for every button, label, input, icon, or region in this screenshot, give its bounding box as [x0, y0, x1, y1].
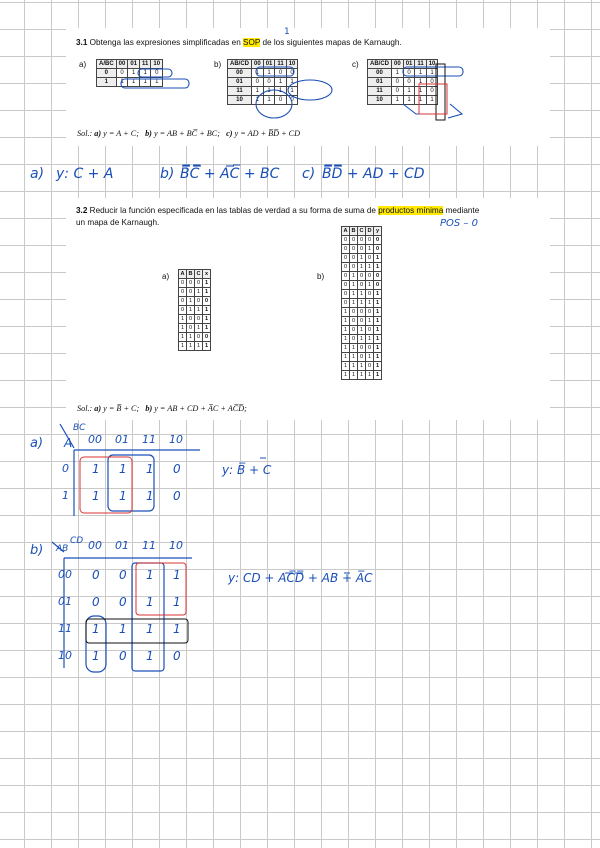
exercise-3-2-title-line2: un mapa de Karnaugh.	[76, 218, 160, 227]
truth-table-cell: 1	[374, 317, 382, 326]
truth-table-cell: 1	[366, 245, 374, 254]
kmap-row-head: 10	[368, 96, 392, 105]
kmap-cell: 1	[275, 87, 286, 96]
hw-kmap-cell: 1	[92, 649, 100, 663]
hw-kmap-cell: 0	[92, 568, 100, 582]
truth-table-cell: 0	[350, 245, 358, 254]
truth-table-cell: 1	[374, 353, 382, 362]
hw-kmap-cell: 0	[119, 649, 127, 663]
kmap-row-head: 0	[97, 69, 117, 78]
loop-3-1-c-bot	[403, 104, 432, 114]
annotation-one: 1	[284, 27, 290, 37]
hw-3-2-a-label: a)	[30, 436, 44, 451]
kmap-cell: 0	[286, 96, 298, 105]
hw-3-2-a-colvar: BC	[73, 423, 86, 433]
truth-table-cell: 1	[350, 344, 358, 353]
table-b-label: b)	[317, 272, 325, 281]
truth-table-cell: 1	[203, 288, 211, 297]
truth-table-cell: 1	[342, 371, 350, 380]
kmap-cell: 1	[286, 87, 298, 96]
hw-kmap-cell: 0	[92, 595, 100, 609]
truth-table-cell: 0	[366, 272, 374, 281]
truth-table-cell: 1	[187, 297, 195, 306]
kmap-header-cell: 01	[263, 60, 275, 69]
kmap-cell: 1	[252, 96, 264, 105]
kmap-header-cell: 01	[128, 60, 140, 69]
kmap-cell: 0	[151, 69, 163, 78]
truth-table-header-cell: A	[343, 228, 348, 234]
hw-kmap-row-head: 1	[62, 489, 69, 502]
truth-table-cell: 1	[342, 335, 350, 344]
kmap-row-head: 11	[368, 87, 392, 96]
truth-table-cell: 0	[187, 315, 195, 324]
truth-table-cell: 0	[374, 236, 382, 245]
hw-3-2-a-rowvar: A	[64, 436, 73, 450]
hw-kmap-col-head: 00	[88, 433, 102, 446]
kmap-cell: 0	[392, 87, 404, 96]
truth-table-cell: 1	[358, 371, 366, 380]
truth-table-cell: 1	[374, 299, 382, 308]
hw-kmap-cell: 1	[92, 462, 100, 476]
kmap-row-head: 11	[228, 87, 252, 96]
truth-table-cell: 1	[195, 288, 203, 297]
truth-table-cell: 1	[203, 306, 211, 315]
truth-table-cell: 1	[203, 315, 211, 324]
loop-3-1-c-red	[419, 84, 447, 114]
truth-table-cell: 0	[187, 288, 195, 297]
kmap-cell: 0	[426, 78, 438, 87]
kmap-row-head: 00	[368, 69, 392, 78]
truth-table-header-cell: B	[188, 271, 193, 277]
truth-table-cell: 0	[203, 297, 211, 306]
highlight-sop: SOP	[243, 38, 261, 47]
hw-kmap-row-head: 10	[58, 649, 72, 662]
truth-table-cell: 1	[350, 272, 358, 281]
truth-table-cell: 1	[366, 371, 374, 380]
truth-table-cell: 1	[366, 353, 374, 362]
loop-3-1-b-low	[256, 90, 292, 118]
truth-table-cell: 0	[342, 245, 350, 254]
truth-table-cell: 1	[195, 342, 203, 351]
kmap-header-cell: 11	[415, 60, 426, 69]
truth-table-cell: 1	[203, 324, 211, 333]
truth-table-cell: 1	[342, 308, 350, 317]
truth-table-cell: 0	[179, 297, 187, 306]
kmap-cell: 0	[252, 78, 264, 87]
truth-table-cell: 0	[342, 236, 350, 245]
kmap-header-cell: 11	[275, 60, 286, 69]
truth-table-cell: 0	[358, 353, 366, 362]
loop-3-2-a-red	[80, 457, 132, 513]
truth-table-cell: 0	[350, 326, 358, 335]
kmap-header-cell: 01	[403, 60, 415, 69]
hw-kmap-cell: 1	[146, 568, 154, 582]
truth-table-cell: 1	[179, 342, 187, 351]
loop-3-1-b-top	[256, 67, 294, 76]
kmap-cell: 1	[426, 96, 438, 105]
truth-table-cell: 0	[342, 299, 350, 308]
truth-table-cell: 0	[350, 335, 358, 344]
truth-table-cell: 0	[179, 288, 187, 297]
truth-table-cell: 1	[358, 362, 366, 371]
hw-3-1-b: B̅C̅ + AC̅ + BC	[180, 166, 280, 182]
kmap-cell: 1	[263, 96, 275, 105]
hw-kmap-cell: 1	[146, 462, 154, 476]
exercise-3-2-title: 3.2 Reducir la función especificada en las tablas de verdad a su forma de suma de productos mínima mediante	[76, 206, 480, 215]
hw-kmap-col-head: 11	[142, 433, 156, 446]
truth-table-header-cell: y	[374, 227, 382, 236]
truth-table-cell: 1	[374, 326, 382, 335]
kmap-row-head: 00	[228, 69, 252, 78]
hw-kmap-col-head: 11	[142, 539, 156, 552]
kmap-cell: 1	[275, 78, 286, 87]
truth-table-cell: 1	[374, 290, 382, 299]
truth-table-cell: 0	[195, 279, 203, 288]
loop-3-1-b-mid	[288, 80, 332, 100]
loop-3-2-b-red	[136, 563, 186, 615]
hw-3-2-a-result: y: B̅ + C	[222, 463, 272, 477]
hw-kmap-cell: 1	[92, 489, 100, 503]
hw-kmap-cell: 1	[173, 568, 181, 582]
truth-table-cell: 0	[358, 272, 366, 281]
kmap-header-cell: 10	[151, 60, 163, 69]
hw-kmap-row-head: 11	[58, 622, 72, 635]
kmap-header-cell: AB/CD	[368, 60, 392, 69]
kmap-cell: 1	[151, 78, 163, 87]
truth-table-cell: 0	[374, 281, 382, 290]
kmap-cell: 0	[403, 78, 415, 87]
truth-table-cell: 1	[195, 324, 203, 333]
table-a-label: a)	[162, 272, 170, 281]
hw-3-2-b-rowvar: AB	[56, 544, 69, 554]
truth-table-cell: 1	[350, 290, 358, 299]
truth-table-cell: 1	[187, 306, 195, 315]
highlight-productos-minima: productos mínima	[378, 206, 444, 215]
truth-table-cell: 1	[358, 326, 366, 335]
hw-3-1-c-label: c)	[302, 166, 316, 182]
kmap-cell: 1	[415, 78, 426, 87]
kmap-cell: 0	[275, 69, 286, 78]
truth-table-cell: 0	[358, 245, 366, 254]
hw-kmap-cell: 0	[173, 489, 181, 503]
truth-table-cell: 1	[366, 299, 374, 308]
hw-kmap-col-head: 10	[169, 433, 183, 446]
truth-table-cell: 0	[358, 317, 366, 326]
truth-table-cell: 0	[358, 281, 366, 290]
truth-table-cell: 1	[350, 299, 358, 308]
hw-kmap-cell: 1	[173, 622, 181, 636]
truth-table-cell: 0	[342, 254, 350, 263]
truth-table-cell: 0	[366, 344, 374, 353]
truth-table-cell: 0	[358, 308, 366, 317]
truth-table-cell: 0	[350, 236, 358, 245]
truth-table-cell: 1	[350, 371, 358, 380]
loop-3-1-c-top	[403, 67, 463, 76]
truth-table-cell: 1	[203, 342, 211, 351]
hw-3-2-b-label: b)	[30, 543, 44, 558]
kmap-cell: 0	[263, 78, 275, 87]
loop-3-1-a-top	[138, 69, 172, 77]
truth-table-cell: 1	[374, 263, 382, 272]
truth-table-cell: 0	[358, 344, 366, 353]
exercise-number: 3.1	[76, 38, 88, 47]
kmap-header-cell: 00	[116, 60, 128, 69]
hw-kmap-row-head: 01	[58, 595, 72, 608]
truth-table-cell: 0	[366, 308, 374, 317]
kmap-header-cell: 11	[140, 60, 151, 69]
kmap-cell: 0	[403, 69, 415, 78]
hw-kmap-cell: 0	[173, 462, 181, 476]
truth-table-cell: 1	[374, 335, 382, 344]
hw-3-1-b-label: b)	[160, 166, 175, 182]
hw-kmap-cell: 1	[146, 622, 154, 636]
hw-kmap-cell: 1	[146, 595, 154, 609]
truth-table-cell: 1	[366, 335, 374, 344]
truth-table-cell: 1	[195, 306, 203, 315]
hw-kmap-col-head: 01	[115, 433, 129, 446]
truth-table-cell: 1	[374, 371, 382, 380]
truth-table-cell: 1	[203, 279, 211, 288]
solution-3-2: Sol.: a) y = B̅ + C; b) y = AB + CD + A̅C + AC̅D̅;	[77, 404, 247, 413]
hw-kmap-cell: 1	[92, 622, 100, 636]
hw-kmap-row-head: 0	[62, 462, 69, 475]
loop-3-1-a-row	[121, 79, 189, 88]
truth-table-cell: 0	[179, 306, 187, 315]
kmap-header-cell: A/BC	[97, 60, 117, 69]
truth-table-cell: 0	[342, 272, 350, 281]
truth-table-cell: 0	[366, 290, 374, 299]
kmap-cell: 1	[392, 96, 404, 105]
kmap-cell: 0	[392, 78, 404, 87]
hw-3-2-b-result: y: CD + AC̅D̅ + AB + A̅C	[228, 571, 373, 585]
loop-3-2-b-black	[86, 619, 188, 643]
loop-3-2-b-blue-left	[86, 616, 106, 672]
kmap-cell: 1	[426, 69, 438, 78]
hw-kmap-cell: 0	[119, 595, 127, 609]
truth-table-cell: 1	[374, 344, 382, 353]
truth-table-header-cell: D	[367, 228, 372, 234]
kmap-cell: 0	[426, 87, 438, 96]
kmap-cell: 1	[263, 69, 275, 78]
kmap-cell: 1	[252, 87, 264, 96]
truth-table-cell: 0	[350, 263, 358, 272]
map-c-label: c)	[352, 60, 359, 69]
kmap-cell: 1	[415, 87, 426, 96]
kmap-cell: 1	[392, 69, 404, 78]
hw-kmap-cell: 1	[119, 489, 127, 503]
kmap-cell: 1	[128, 78, 140, 87]
kmap-cell: 1	[415, 96, 426, 105]
loop-3-2-a-blue	[108, 455, 154, 511]
truth-table-cell: 1	[187, 333, 195, 342]
truth-table-cell: 1	[342, 326, 350, 335]
kmap-row-head: 01	[368, 78, 392, 87]
truth-table-cell: 1	[187, 342, 195, 351]
kmap-header-cell: 00	[252, 60, 264, 69]
kmap-row-head: 01	[228, 78, 252, 87]
truth-table-cell: 1	[358, 335, 366, 344]
hw-kmap-cell: 0	[173, 649, 181, 663]
truth-table-cell: 0	[179, 279, 187, 288]
hw-kmap-cell: 1	[146, 489, 154, 503]
truth-table-cell: 0	[195, 333, 203, 342]
truth-table-cell: 1	[366, 281, 374, 290]
kmap-cell: 1	[128, 69, 140, 78]
truth-table-cell: 1	[350, 362, 358, 371]
kmap-header-cell: 10	[286, 60, 298, 69]
truth-table-cell: 0	[187, 279, 195, 288]
loop-3-1-c-black	[436, 64, 445, 120]
truth-table-header-cell: A	[180, 271, 185, 277]
kmap-cell: 1	[140, 78, 151, 87]
truth-table-cell: 0	[366, 326, 374, 335]
truth-table-cell: 0	[366, 236, 374, 245]
map-b-label: b)	[214, 60, 222, 69]
truth-table-cell: 0	[203, 333, 211, 342]
truth-table-cell: 1	[342, 362, 350, 371]
truth-table-cell: 0	[342, 290, 350, 299]
truth-table-cell: 0	[342, 281, 350, 290]
solution-3-1: Sol.: a) y = A + C; b) y = AB + BC̅ + BC; c) y = AD + B̅D̅ + CD	[77, 129, 301, 138]
truth-table-cell: 1	[179, 324, 187, 333]
kmap-cell: 1	[252, 69, 264, 78]
kmap-header-cell: 00	[392, 60, 404, 69]
truth-table-cell: 0	[358, 236, 366, 245]
truth-table-cell: 1	[342, 344, 350, 353]
kmap-header-cell: 10	[426, 60, 438, 69]
kmap-cell: 1	[415, 69, 426, 78]
hw-kmap-cell: 1	[146, 649, 154, 663]
kmap-cell: 0	[275, 96, 286, 105]
hw-kmap-cell: 0	[119, 568, 127, 582]
hw-3-2-b-colvar: CD	[70, 536, 84, 546]
hw-kmap-col-head: 00	[88, 539, 102, 552]
truth-table-cell: 1	[374, 254, 382, 263]
truth-table-cell: 0	[195, 297, 203, 306]
truth-table-cell: 0	[350, 254, 358, 263]
loop-3-2-b-blue-col	[132, 563, 164, 671]
loop-3-1-c-bot2	[448, 104, 462, 118]
hw-kmap-cell: 1	[119, 462, 127, 476]
truth-table-cell: 1	[358, 290, 366, 299]
truth-table-cell: 1	[374, 308, 382, 317]
kmap-cell: 0	[116, 69, 128, 78]
truth-table-header-cell: x	[203, 270, 211, 279]
hw-kmap-row-head: 00	[58, 568, 72, 581]
truth-table-cell: 1	[374, 362, 382, 371]
kmap-row-head: 10	[228, 96, 252, 105]
truth-table-cell: 0	[366, 254, 374, 263]
map-a-label: a)	[79, 60, 87, 69]
hw-3-1-a-label: a)	[30, 166, 45, 182]
truth-table-header-cell: C	[196, 271, 201, 277]
truth-table-cell: 0	[195, 315, 203, 324]
kmap-cell: 1	[116, 78, 128, 87]
exercise-3-1-title: 3.1 Obtenga las expresiones simplificadas en SOP de los siguientes mapas de Karnaugh.	[76, 38, 402, 47]
hw-kmap-cell: 1	[173, 595, 181, 609]
hw-kmap-cell: 1	[119, 622, 127, 636]
truth-table-cell: 1	[366, 263, 374, 272]
truth-table-cell: 1	[342, 317, 350, 326]
truth-table-cell: 0	[366, 362, 374, 371]
hw-kmap-col-head: 01	[115, 539, 129, 552]
kmap-cell: 1	[286, 78, 298, 87]
truth-table-cell: 1	[358, 299, 366, 308]
kmap-cell: 1	[403, 96, 415, 105]
hw-3-1-a: y: C + A	[56, 166, 114, 182]
truth-table-cell: 1	[179, 315, 187, 324]
truth-table-cell: 1	[358, 254, 366, 263]
truth-table-header-cell: B	[351, 228, 356, 234]
truth-table-cell: 1	[358, 263, 366, 272]
hw-kmap-col-head: 10	[169, 539, 183, 552]
truth-table-cell: 1	[179, 333, 187, 342]
truth-table-cell: 0	[342, 263, 350, 272]
kmap-cell: 1	[403, 87, 415, 96]
kmap-cell: 1	[263, 87, 275, 96]
annotation-pos: POS – 0	[440, 218, 478, 229]
truth-table-cell: 1	[350, 281, 358, 290]
truth-table-cell: 0	[374, 272, 382, 281]
truth-table-header-cell: C	[359, 228, 364, 234]
kmap-cell: 1	[140, 69, 151, 78]
truth-table-cell: 0	[350, 308, 358, 317]
hw-3-1-c: B̅D̅ + AD + CD	[322, 166, 425, 182]
truth-table-cell: 0	[187, 324, 195, 333]
kmap-header-cell: AB/CD	[228, 60, 252, 69]
truth-table-cell: 1	[366, 317, 374, 326]
truth-table-cell: 0	[350, 317, 358, 326]
truth-table-cell: 1	[342, 353, 350, 362]
truth-table-cell: 0	[374, 245, 382, 254]
kmap-cell: 0	[286, 69, 298, 78]
kmap-row-head: 1	[97, 78, 117, 87]
truth-table-cell: 1	[350, 353, 358, 362]
